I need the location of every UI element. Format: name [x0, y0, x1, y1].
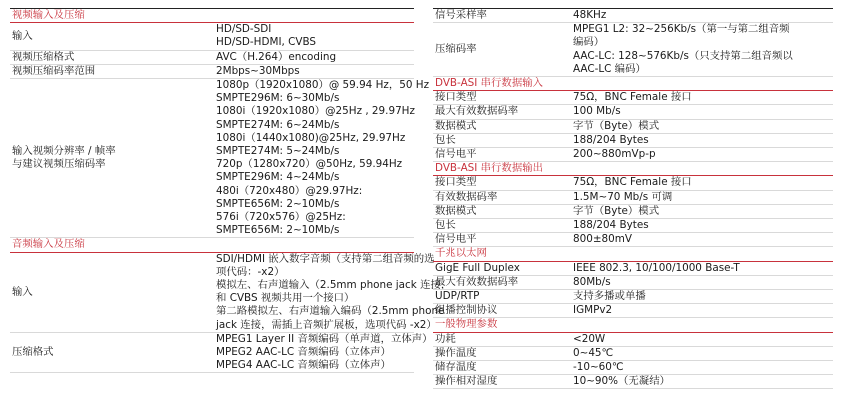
spec-label: 功耗 [433, 332, 569, 346]
spec-value-line: 第二路模拟左、右声道输入编码（2.5mm phone [216, 305, 445, 318]
spec-value-line: 80Mb/s [573, 275, 611, 288]
spec-value-line: SMPTE296M: 4~24Mb/s [216, 171, 340, 184]
spec-value-line: SMPTE656M: 2~10Mb/s [216, 224, 340, 237]
spec-label-line: 与建议视频压缩码率 [12, 158, 106, 171]
spec-label: 接口类型 [433, 91, 569, 105]
spec-row [433, 204, 833, 218]
spec-value-line: SMPTE656M: 2~10Mb/s [216, 197, 340, 210]
spec-label: 最大有效数据码率 [433, 275, 569, 289]
spec-label: 数据模式 [433, 119, 569, 133]
spec-value [569, 375, 833, 389]
spec-label: 有效数据码率 [433, 190, 569, 204]
spec-value [569, 190, 833, 204]
section-header [433, 247, 833, 261]
spec-value [569, 346, 833, 360]
spec-value-line: SMPTE274M: 5~24Mb/s [216, 145, 340, 158]
spec-value-line: 10~90%（无凝结） [573, 375, 670, 388]
spec-value-line: -10~60℃ [573, 361, 624, 374]
spec-value-line: 1.5M~70 Mb/s 可调 [573, 190, 673, 203]
section-title: 千兆以太网 [433, 247, 833, 261]
spec-value [212, 79, 430, 238]
spec-value [569, 148, 833, 162]
spec-row [433, 133, 833, 147]
spec-value-line: 188/204 Bytes [573, 133, 649, 146]
spec-value [569, 219, 833, 233]
spec-value [212, 64, 414, 78]
spec-row [433, 346, 833, 360]
spec-value-line: 800±80mV [573, 233, 632, 246]
spec-value-line: 576i（720x576）@25Hz: [216, 211, 346, 224]
spec-value-line: 480i（720x480）@29.97Hz: [216, 184, 363, 197]
spec-value [569, 261, 833, 275]
spec-value-line: AAC-LC: 128~576Kb/s（只支持第二组音频以 [573, 49, 793, 62]
spec-value-line: MPEG1 L2: 32~256Kb/s（第一与第二组音频 [573, 23, 790, 36]
spec-value [569, 133, 833, 147]
spec-value-line: MPEG1 Layer II 音频编码（单声道，立体声） [216, 332, 433, 345]
spec-value-line: SDI/HDMI 嵌入数字音频（支持第二组音频的选 [216, 252, 435, 265]
spec-label: 压缩码率 [433, 23, 569, 77]
spec-value-line: 0~45℃ [573, 346, 614, 359]
spec-value-line: 1080i（1440x1080)@25Hz, 29.97Hz [216, 131, 406, 144]
spec-row [10, 50, 414, 64]
spec-value-line: 48KHz [573, 9, 607, 21]
spec-value-line: SMPTE296M: 6~30Mb/s [216, 92, 340, 105]
right-spec-table [433, 8, 833, 389]
section-header [10, 238, 414, 252]
section-header [433, 318, 833, 332]
spec-value [569, 304, 833, 318]
spec-label: 输入 [10, 252, 212, 332]
spec-label [10, 79, 212, 238]
spec-label: 信号电平 [433, 148, 569, 162]
spec-row [433, 23, 833, 77]
spec-row [10, 64, 414, 78]
spec-row [10, 23, 414, 50]
spec-value [569, 204, 833, 218]
section-header [10, 9, 414, 23]
spec-label: 最大有效数据码率 [433, 105, 569, 119]
spec-row [433, 275, 833, 289]
spec-value-line: SMPTE274M: 6~24Mb/s [216, 118, 340, 131]
spec-value [569, 233, 833, 247]
spec-value-line: 75Ω，BNC Female 接口 [573, 91, 692, 104]
spec-value-line: <20W [573, 332, 606, 345]
spec-label: 包长 [433, 219, 569, 233]
spec-label: 接口类型 [433, 176, 569, 190]
spec-value-line: 项代码：-x2） [216, 265, 285, 278]
spec-value-line: 支持多播或单播 [573, 290, 646, 303]
spec-label: 信号采样率 [433, 9, 569, 23]
spec-row [433, 119, 833, 133]
spec-label: 操作相对湿度 [433, 375, 569, 389]
spec-value-line: 188/204 Bytes [573, 219, 649, 232]
spec-label: 视频压缩格式 [10, 50, 212, 64]
section-title: 一般物理参数 [433, 318, 833, 332]
section-title: DVB-ASI 串行数据输入 [433, 77, 833, 91]
spec-value [569, 119, 833, 133]
spec-value-line: HD/SD-SDI [216, 23, 272, 36]
right-spec-column [433, 8, 833, 389]
spec-value-line: 100 Mb/s [573, 105, 621, 118]
spec-value [212, 332, 433, 373]
spec-value [212, 252, 452, 332]
spec-row [433, 91, 833, 105]
spec-value [569, 91, 833, 105]
spec-value-line: MPEG4 AAC-LC 音频编码（立体声） [216, 359, 391, 372]
spec-value-line: IEEE 802.3, 10/100/1000 Base-T [573, 261, 740, 274]
section-header [433, 162, 833, 176]
spec-label: 视频压缩码率范围 [10, 64, 212, 78]
section-title: 音频输入及压缩 [10, 238, 414, 252]
spec-value-line: 200~880mVp-p [573, 148, 656, 161]
spec-row [433, 105, 833, 119]
spec-value-line: jack 连接，需插上音频扩展板，选项代码 -x2） [216, 318, 437, 331]
spec-row [433, 148, 833, 162]
section-header [433, 77, 833, 91]
spec-value-line: HD/SD-HDMI, CVBS [216, 36, 317, 49]
spec-label: GigE Full Duplex [433, 261, 569, 275]
spec-value-line: 和 CVBS 视频共用一个接口） [216, 292, 355, 305]
spec-label: 数据模式 [433, 204, 569, 218]
spec-row [433, 176, 833, 190]
spec-row [433, 261, 833, 275]
spec-value-line: AVC（H.264）encoding [216, 50, 337, 63]
spec-row [433, 375, 833, 389]
spec-value-line: 2Mbps~30Mbps [216, 64, 300, 77]
spec-row [10, 79, 414, 238]
spec-value-line: MPEG2 AAC-LC 音频编码（立体声） [216, 346, 391, 359]
spec-value [569, 290, 833, 304]
spec-row [10, 332, 414, 373]
spec-row [433, 332, 833, 346]
section-title: 视频输入及压缩 [10, 9, 414, 23]
spec-value-line: 编码） [573, 36, 605, 49]
spec-value-line: 1080p（1920x1080）@ 59.94 Hz，50 Hz [216, 79, 430, 92]
spec-label: 包长 [433, 133, 569, 147]
spec-label-line: 输入视频分辨率 / 帧率 [12, 145, 116, 158]
spec-value [569, 275, 833, 289]
spec-value-line: 字节（Byte）模式 [573, 119, 660, 132]
spec-label: 组播控制协议 [433, 304, 569, 318]
spec-value [569, 105, 833, 119]
spec-row [433, 190, 833, 204]
spec-row [433, 233, 833, 247]
spec-row [433, 219, 833, 233]
spec-row [10, 252, 414, 332]
spec-label: 压缩格式 [10, 332, 212, 373]
spec-row [433, 304, 833, 318]
spec-value [569, 176, 833, 190]
spec-value-line: IGMPv2 [573, 304, 613, 317]
spec-label: 储存温度 [433, 361, 569, 375]
spec-value-line: 字节（Byte）模式 [573, 204, 660, 217]
section-title: DVB-ASI 串行数据输出 [433, 162, 833, 176]
spec-value-line: 1080i（1920x1080）@25Hz , 29.97Hz [216, 105, 415, 118]
spec-value-line: 75Ω，BNC Female 接口 [573, 176, 692, 189]
spec-value-line: 720p（1280x720）@50Hz, 59.94Hz [216, 158, 403, 171]
spec-label: 操作温度 [433, 346, 569, 360]
spec-row [433, 290, 833, 304]
spec-value [569, 332, 833, 346]
spec-value [569, 23, 833, 77]
spec-value-line: AAC-LC 编码） [573, 62, 646, 75]
spec-value [569, 9, 833, 23]
spec-row [433, 361, 833, 375]
spec-value [212, 23, 414, 50]
spec-row [433, 9, 833, 23]
spec-value [569, 361, 833, 375]
spec-value-line: 模拟左、右声道输入（2.5mm phone jack 连接， [216, 279, 452, 292]
spec-label: UDP/RTP [433, 290, 569, 304]
spec-value [212, 50, 414, 64]
spec-label: 信号电平 [433, 233, 569, 247]
spec-label: 输入 [10, 23, 212, 50]
